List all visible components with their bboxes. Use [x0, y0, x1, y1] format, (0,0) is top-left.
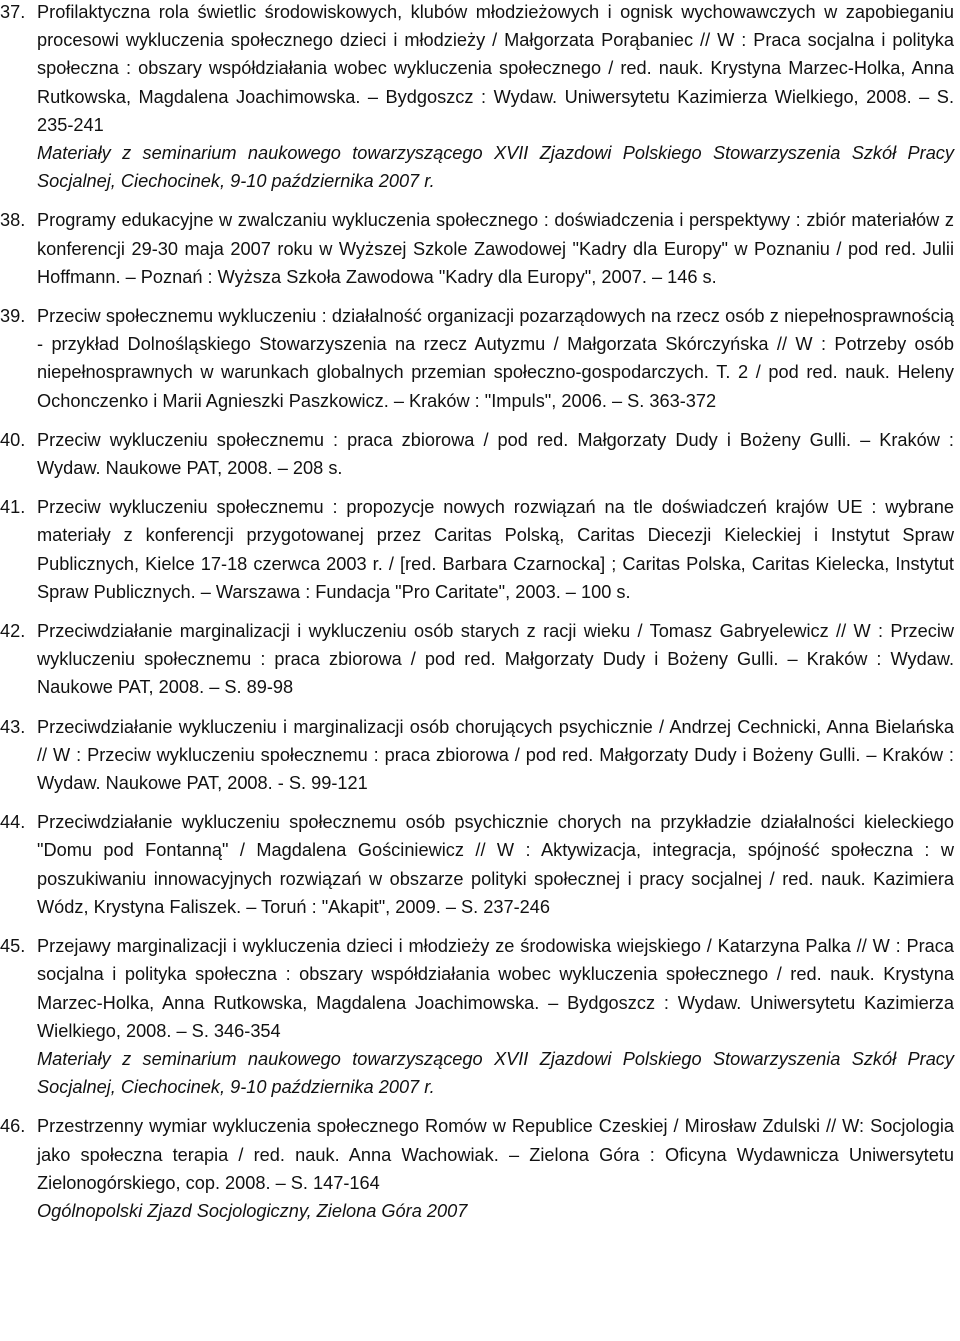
entry-number: 39.	[0, 306, 26, 327]
entry-number: 43.	[0, 716, 26, 737]
bibliography-entry-40	[0, 426, 954, 482]
bibliography-entry-38	[0, 206, 954, 291]
bibliography-entry-45	[0, 932, 954, 1101]
entry-text: Przeciw wykluczeniu społecznemu : praca zbiorowa / pod red. Małgorzaty Dudy i Bożeny Gulli. – Kraków : Wydaw. Naukowe PAT, 2008. – 208 s.	[37, 429, 954, 479]
entry-text: Profilaktyczna rola świetlic środowiskowych, klubów młodzieżowych i ognisk wychowawczych w zapobieganiu procesowi wykluczenia społecznego dzieci i młodzieży / Małgorzata Porąbaniec // W : Praca socjalna i polityka społeczna : obszary współdziałania wobec wykluczenia społecznego / red. nauk. Krystyna Marzec-Holka, Anna Rutkowska, Magdalena Joachimowska. – Bydgoszcz : Wydaw. Uniwersytetu Kazimierza Wielkiego, 2008. – S. 235-241	[37, 2, 954, 135]
entry-note: Ogólnopolski Zjazd Socjologiczny, Zielona Góra 2007	[37, 1200, 468, 1221]
entry-number: 37.	[0, 2, 26, 22]
entry-number: 45.	[0, 936, 26, 957]
entry-text: Przeciwdziałanie wykluczeniu i marginalizacji osób chorujących psychicznie / Andrzej Cechnicki, Anna Bielańska // W : Przeciw wykluczeniu społecznemu : praca zbiorowa / pod red. Małgorzaty Dudy i Bożeny Gulli. – Kraków : Wydaw. Naukowe PAT, 2008. - S. 99-121	[37, 716, 954, 794]
entry-note: Materiały z seminarium naukowego towarzyszącego XVII Zjazdowi Polskiego Stowarzyszenia Szkół Pracy Socjalnej, Ciechocinek, 9-10 października 2007 r.	[37, 143, 954, 192]
entry-text: Przeciwdziałanie wykluczeniu społecznemu osób psychicznie chorych na przykładzie działalności kieleckiego "Domu pod Fontanną" / Magdalena Gościniewicz // W : Aktywizacja, integracja, spójność społeczna : w poszukiwaniu innowacyjnych rozwiązań w obszarze polityki społecznej i pracy socjalnej / red. nauk. Kazimiera Wódz, Krystyna Faliszek. – Toruń : "Akapit", 2009. – S. 237-246	[37, 812, 954, 917]
entry-note: Materiały z seminarium naukowego towarzyszącego XVII Zjazdowi Polskiego Stowarzyszenia Szkół Pracy Socjalnej, Ciechocinek, 9-10 października 2007 r.	[37, 1048, 954, 1098]
entry-number: 38.	[0, 210, 26, 231]
entry-number: 41.	[0, 497, 26, 518]
bibliography-entry-42	[0, 617, 954, 702]
entry-number: 44.	[0, 812, 26, 833]
bibliography-entry-46	[0, 1112, 954, 1225]
entry-text: Przeciw społecznemu wykluczeniu : działalność organizacji pozarządowych na rzecz osób z niepełnosprawnością - przykład Dolnośląskiego Stowarzyszenia na rzecz Autyzmu / Małgorzata Skórczyńska // W : Potrzeby osób niepełnosprawnych w warunkach globalnych przemian społeczno-gospodarczych. T. 2 / pod red. nauk. Heleny Ochonczenko i Marii Agnieszki Paszkowicz. – Kraków : "Impuls", 2006. – S. 363-372	[37, 306, 954, 411]
entry-text: Przejawy marginalizacji i wykluczenia dzieci i młodzieży ze środowiska wiejskiego / Katarzyna Palka // W : Praca socjalna i polityka społeczna : obszary współdziałania wobec wykluczenia społecznego / red. nauk. Krystyna Marzec-Holka, Anna Rutkowska, Magdalena Joachimowska. – Bydgoszcz : Wydaw. Uniwersytetu Kazimierza Wielkiego, 2008. – S. 346-354	[37, 936, 954, 1041]
entry-number: 46.	[0, 1116, 26, 1137]
entry-number: 42.	[0, 621, 26, 642]
entry-number: 40.	[0, 429, 26, 450]
bibliography-entry-44	[0, 808, 954, 921]
entry-text: Programy edukacyjne w zwalczaniu wykluczenia społecznego : doświadczenia i perspektywy : zbiór materiałów z konferencji 29-30 maja 2007 roku w Wyższej Szkole Zawodowej "Kadry dla Europy" w Poznaniu / pod red. Julii Hoffmann. – Poznań : Wyższa Szkoła Zawodowa "Kadry dla Europy", 2007. – 146 s.	[37, 210, 954, 287]
bibliography-entry-43	[0, 713, 954, 798]
entry-text: Przeciw wykluczeniu społecznemu : propozycje nowych rozwiązań na tle doświadczeń krajów UE : wybrane materiały z konferencji przygotowanej przez Caritas Polską, Caritas Diecezji Kieleckiej i Instytut Spraw Publicznych, Kielce 17-18 czerwca 2003 r. / [red. Barbara Czarnocka] ; Caritas Polska, Caritas Kielecka, Instytut Spraw Publicznych. – Warszawa : Fundacja "Pro Caritate", 2003. – 100 s.	[37, 497, 954, 602]
bibliography-entry-41	[0, 493, 954, 606]
bibliography-entry-37	[0, 0, 954, 195]
bibliography-entry-39	[0, 302, 954, 415]
entry-text: Przestrzenny wymiar wykluczenia społecznego Romów w Republice Czeskiej / Mirosław Zdulski // W: Socjologia jako społeczna terapia / red. nauk. Anna Wachowiak. – Zielona Góra : Oficyna Wydawnicza Uniwersytetu Zielonogórskiego, cop. 2008. – S. 147-164	[37, 1116, 954, 1193]
entry-text: Przeciwdziałanie marginalizacji i wykluczeniu osób starych z racji wieku / Tomasz Gabryelewicz // W : Przeciw wykluczeniu społecznemu : praca zbiorowa / pod red. Małgorzaty Dudy i Bożeny Gulli. – Kraków : Wydaw. Naukowe PAT, 2008. – S. 89-98	[37, 621, 954, 698]
